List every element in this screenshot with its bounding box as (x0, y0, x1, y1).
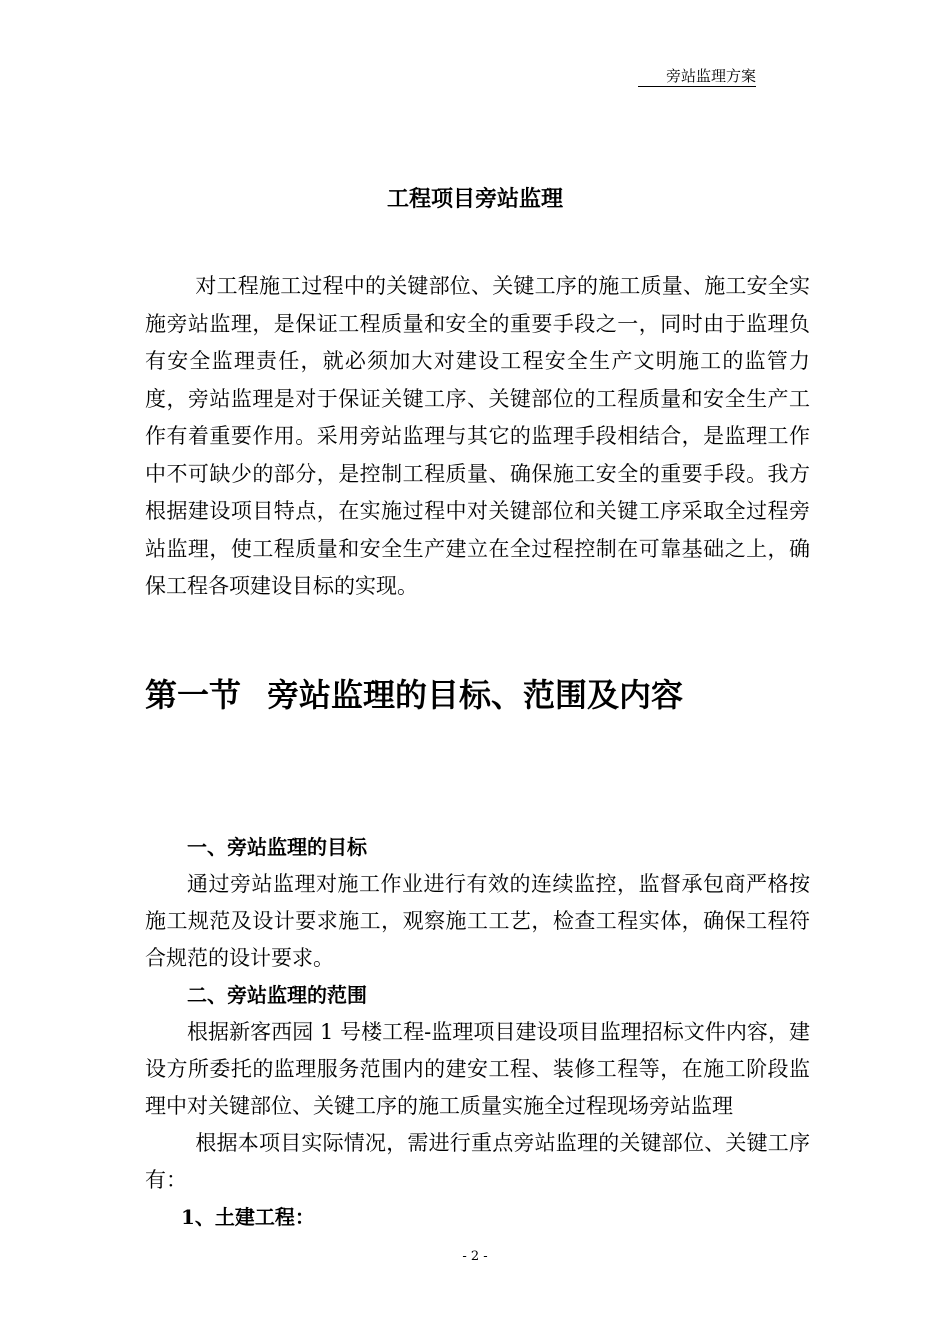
intro-paragraph: 对工程施工过程中的关键部位、关键工序的施工质量、施工安全实施旁站监理，是保证工程质量和安全的重要手段之一，同时由于监理负有安全监理责任，就必须加大对建设工程安全生产文明施工的监管力度，旁站监理是对于保证关键工序、关键部位的工程质量和安全生产工作有着重要作用。采用旁站监理与其它的监理手段相结合，是监理工作中不可缺少的部分，是控制工程质量、确保施工安全的重要手段。我方根据建设项目特点，在实施过程中对关键部位和关键工序采取全过程旁站监理，使工程质量和安全生产建立在全过程控制在可靠基础之上，确保工程各项建设目标的实现。 (145, 274, 810, 598)
scope-paragraph-2: 根据本项目实际情况，需进行重点旁站监理的关键部位、关键工序有： (145, 1131, 810, 1192)
subsection-heading-goals: 一、旁站监理的目标 (187, 835, 367, 859)
scope-paragraph-1: 根据新客西园 1 号楼工程-监理项目建设项目监理招标文件内容，建设方所委托的监理服务范围内的建安工程、装修工程等，在施工阶段监理中对关键部位、关键工序的施工质量实施全过程现场旁站监理 (145, 1020, 810, 1118)
subsection-heading-civil: 1、土建工程： (181, 1205, 315, 1229)
section-body (145, 829, 810, 1236)
page-header: 旁站监理方案 (638, 66, 756, 87)
document-title: 工程项目旁站监理 (386, 186, 563, 212)
section-title: 旁站监理的目标、范围及内容 (267, 676, 684, 714)
subsection-heading-scope: 二、旁站监理的范围 (187, 983, 367, 1007)
goals-paragraph: 通过旁站监理对施工作业进行有效的连续监控，监督承包商严格按施工规范及设计要求施工，观察施工工艺，检查工程实体，确保工程符合规范的设计要求。 (145, 872, 810, 970)
page-number: - 2 - (462, 1249, 488, 1264)
section-number: 第一节 (145, 676, 242, 714)
section-heading (145, 671, 683, 719)
